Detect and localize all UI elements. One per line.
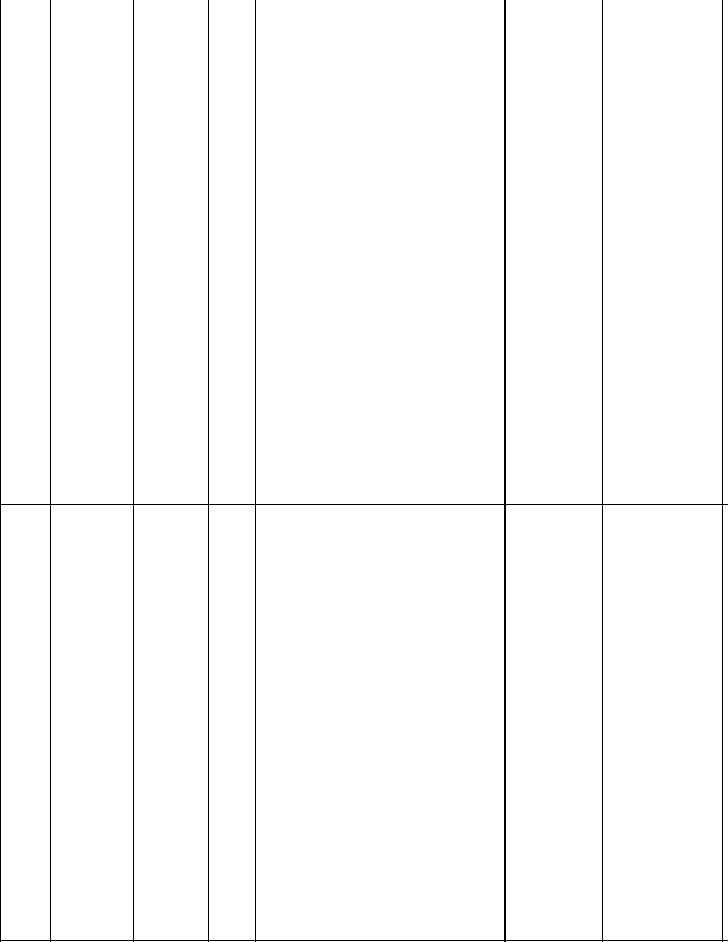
column-border xyxy=(602,0,603,942)
column-border xyxy=(722,0,723,942)
column-border xyxy=(133,0,134,942)
column-border xyxy=(504,0,506,942)
column-border xyxy=(208,0,209,942)
row-divider xyxy=(0,940,728,941)
column-border xyxy=(255,0,256,942)
column-border xyxy=(0,0,1,942)
column-border xyxy=(50,0,51,942)
row-divider xyxy=(0,504,728,505)
